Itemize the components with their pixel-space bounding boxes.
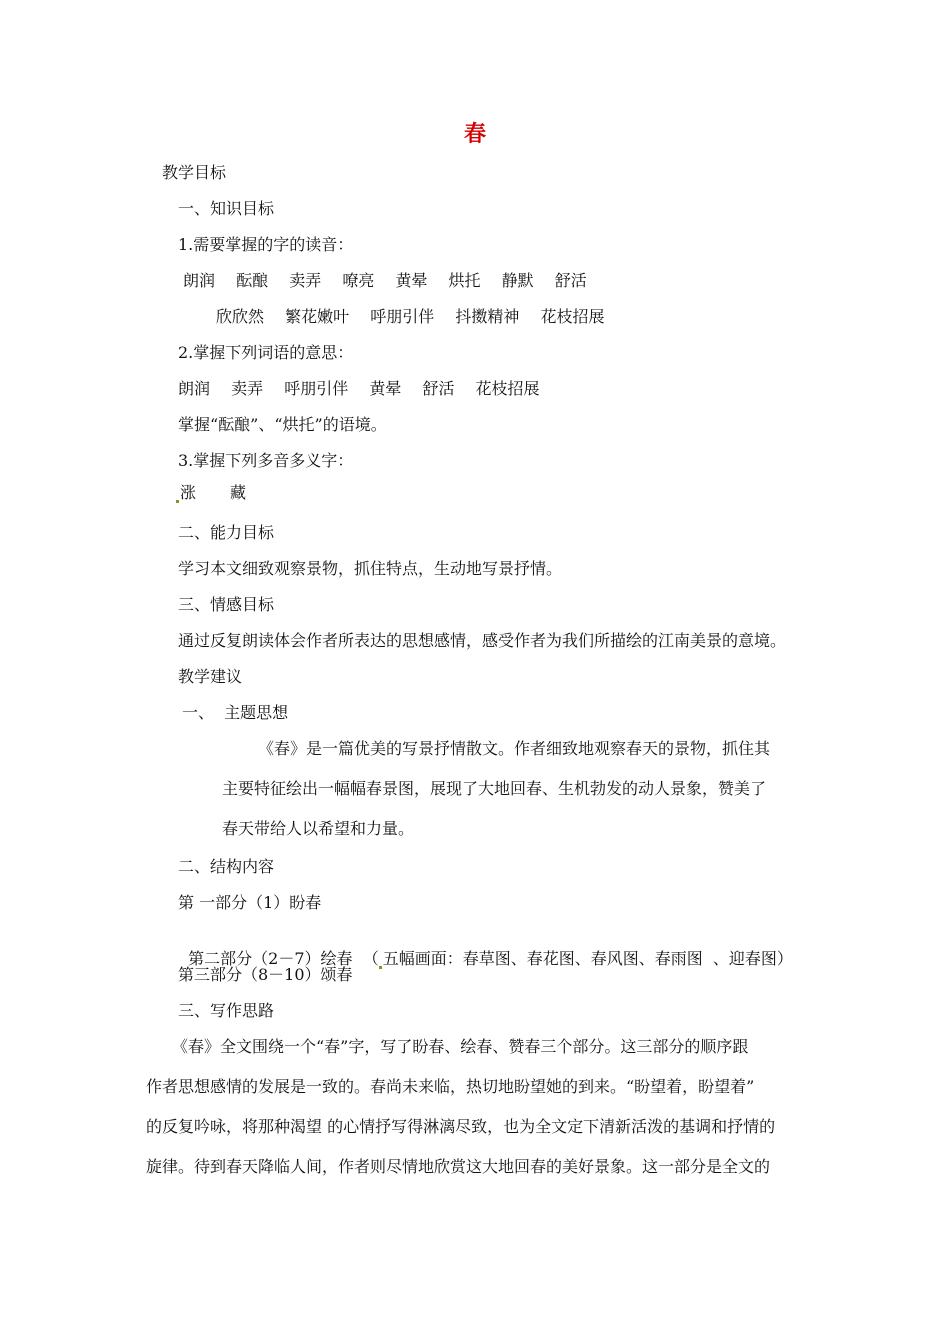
writing-paragraph-line-3: 的反复吟咏，将那种渴望 的心情抒写得淋漓尽致，也为全文定下清新活泼的基调和抒情的 <box>146 1117 776 1136</box>
words-row-3 <box>178 379 540 399</box>
word: 花枝招展 <box>540 307 605 326</box>
word: 花枝招展 <box>475 379 540 398</box>
word: 静默 <box>501 271 534 290</box>
word: 卖弄 <box>289 271 322 290</box>
word: 舒活 <box>422 379 455 398</box>
writing-heading: 三、写作思路 <box>178 1001 275 1020</box>
context-line: 掌握“酝酿”、“烘托”的语境。 <box>178 415 387 434</box>
word: 嘹亮 <box>342 271 375 290</box>
writing-paragraph-line-2: 作者思想感情的发展是一致的。春尚未来临，热切地盼望她的到来。“盼望着，盼望着” <box>146 1077 755 1096</box>
theme-paragraph-line-1: 《春》是一篇优美的写景抒情散文。作者细致地观察春天的景物，抓住其 <box>258 739 771 758</box>
word: 黄晕 <box>395 271 428 290</box>
theme-paragraph-line-2: 主要特征绘出一幅幅春景图，展现了大地回春、生机勃发的动人景象，赞美了 <box>222 779 767 798</box>
page-title: 春 <box>463 121 486 147</box>
part-2-label: 第二部分（2－7）绘春 （ <box>188 949 379 968</box>
teaching-advice-heading: 教学建议 <box>178 667 243 686</box>
word: 抖擞精神 <box>455 307 520 326</box>
ability-text: 学习本文细致观察景物，抓住特点，生动地写景抒情。 <box>178 559 563 578</box>
writing-paragraph-line-1: 《春》全文围绕一个“春”字，写了盼春、绘春、赞春三个部分。这三部分的顺序跟 <box>172 1037 749 1056</box>
theme-paragraph-line-3: 春天带给人以希望和力量。 <box>222 819 415 838</box>
words-row-2 <box>216 307 604 327</box>
word: 舒活 <box>554 271 587 290</box>
writing-paragraph-line-4: 旋律。待到春天降临人间，作者则尽情地欣赏这大地回春的美好景象。这一部分是全文的 <box>146 1157 771 1176</box>
word: 繁花嫩叶 <box>285 307 350 326</box>
polyphone-row <box>176 483 246 503</box>
word: 卖弄 <box>231 379 264 398</box>
item-2: 2.掌握下列词语的意思： <box>178 343 354 362</box>
word: 朗润 <box>183 271 216 290</box>
part-3: 第三部分（8－10）颂春 <box>178 965 353 984</box>
theme-heading: 一、 主题思想 <box>182 703 289 722</box>
emotion-goal-heading: 三、情感目标 <box>178 595 275 614</box>
part-1: 第 一部分（1）盼春 <box>178 893 322 912</box>
knowledge-goal-heading: 一、知识目标 <box>178 199 275 218</box>
word: 呼朋引伴 <box>284 379 349 398</box>
polyphone-1: 涨 <box>180 483 197 502</box>
emotion-text: 通过反复朗读体会作者所表达的思想感情，感受作者为我们所描绘的江南美景的意境。 <box>178 631 787 650</box>
part-2-detail: 五幅画面：春草图、春花图、春风图、春雨图 、迎春图） <box>382 949 793 968</box>
marker-dot <box>379 966 382 969</box>
item-3: 3.掌握下列多音多义字： <box>178 451 354 470</box>
marker-dot <box>176 500 179 503</box>
words-row-1 <box>183 271 587 291</box>
word: 呼朋引伴 <box>370 307 435 326</box>
structure-heading: 二、结构内容 <box>178 857 275 876</box>
word: 烘托 <box>448 271 481 290</box>
word: 欣欣然 <box>216 307 265 326</box>
polyphone-2: 藏 <box>230 483 247 502</box>
word: 酝酿 <box>236 271 269 290</box>
ability-goal-heading: 二、能力目标 <box>178 523 275 542</box>
word: 黄晕 <box>369 379 402 398</box>
word: 朗润 <box>178 379 211 398</box>
item-1: 1.需要掌握的字的读音： <box>178 235 354 254</box>
part-2 <box>178 929 793 969</box>
teaching-goals-heading: 教学目标 <box>162 163 227 182</box>
